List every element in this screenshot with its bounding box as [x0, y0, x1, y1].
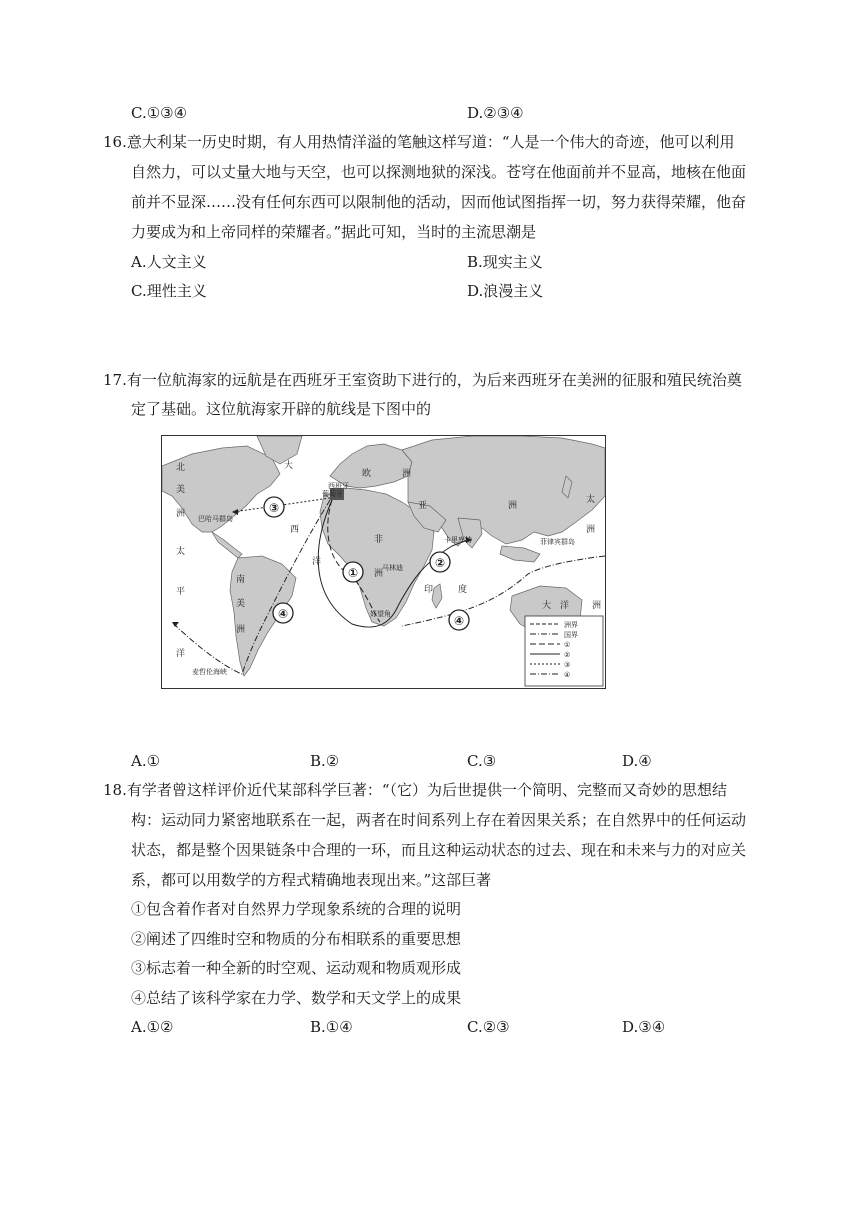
q18-option-d[interactable]: D.③④ — [622, 1018, 666, 1036]
map-label: 度 — [458, 585, 468, 595]
map-label: 马林迪 — [382, 564, 403, 572]
q18-stem-line-1: 18.有学者曾这样评价近代某部科学巨著：“（它）为后世提供一个简明、完整而又奇妙的思想结 — [103, 781, 728, 799]
q18-statement-2: ②阐述了四维时空和物质的分布相联系的重要思想 — [131, 930, 462, 948]
map-label: ③ — [269, 501, 280, 515]
map-label: 南 — [236, 575, 246, 585]
central-america-shape — [212, 532, 242, 558]
q17-option-a[interactable]: A.① — [131, 752, 161, 770]
map-label: 洋 — [560, 601, 570, 611]
map-label: 洲 — [508, 501, 518, 511]
route-marker-4-atlantic — [273, 603, 293, 623]
map-label: 洲 — [592, 601, 602, 611]
q17-option-d[interactable]: D.④ — [622, 752, 652, 770]
map-label: 西 — [290, 525, 300, 535]
map-label: 巴哈马群岛 — [198, 515, 233, 523]
route-marker-2 — [430, 552, 450, 572]
voyage-route-map — [161, 435, 606, 689]
map-label: 太 — [586, 495, 596, 505]
map-label: 葡萄牙 — [322, 490, 343, 498]
map-label: 平 — [176, 587, 186, 597]
map-label: 洲界 — [564, 621, 578, 629]
q18-stem-line-2: 构：运动同力紧密地联系在一起，两者在时间系列上存在着因果关系；在自然界中的任何运动 — [131, 811, 747, 829]
map-label: ③ — [564, 661, 571, 669]
map-label: 大 — [284, 461, 294, 471]
map-label: 非 — [374, 535, 384, 545]
map-label: 卡里库特 — [444, 536, 472, 544]
map-label: 太 — [176, 547, 186, 557]
map-label: 亚 — [418, 501, 428, 511]
route-marker-1 — [343, 562, 363, 582]
map-label: ④ — [454, 614, 465, 628]
map-label: ① — [564, 641, 571, 649]
map-label: 国界 — [564, 631, 578, 639]
map-label: 麦哲伦海峡 — [192, 668, 227, 676]
q16-option-b[interactable]: B.现实主义 — [467, 253, 543, 271]
q18-statement-1: ①包含着作者对自然界力学现象系统的合理的说明 — [131, 900, 462, 918]
map-label: ① — [348, 566, 359, 580]
map-label: 美 — [176, 485, 186, 495]
map-label: 西班牙 — [328, 482, 349, 490]
route-4-arrowhead — [172, 622, 179, 627]
map-label: ② — [564, 651, 571, 659]
map-label: 洲 — [374, 569, 384, 579]
q16-stem-line-1: 16.意大利某一历史时期，有人用热情洋溢的笔触这样写道：“人是一个伟大的奇迹，他可以利用 — [103, 133, 735, 151]
map-label: 洲 — [586, 525, 596, 535]
q16-stem-line-3: 前并不显深……没有任何东西可以限制他的活动，因而他试图指挥一切，努力获得荣耀，他奋 — [131, 193, 747, 211]
q16-option-c[interactable]: C.理性主义 — [131, 282, 207, 300]
map-label: 洲 — [236, 625, 246, 635]
map-label: 洋 — [312, 557, 322, 567]
q17-stem-line-2: 定了基础。这位航海家开辟的航线是下图中的 — [131, 400, 432, 418]
madagascar-shape — [432, 584, 442, 608]
q15-option-d[interactable]: D.②③④ — [467, 104, 524, 122]
map-label: ④ — [564, 671, 571, 679]
map-label: 欧 — [362, 469, 372, 479]
map-label: 洲 — [402, 469, 412, 479]
map-label: 北 — [176, 463, 186, 473]
route-marker-4-indian — [449, 610, 469, 630]
q18-statement-3: ③标志着一种全新的时空观、运动观和物质观形成 — [131, 959, 462, 977]
map-legend — [525, 616, 603, 686]
map-label: 洋 — [176, 649, 186, 659]
map-label: 好望角 — [370, 610, 391, 618]
southeast-asia-islands-shape — [500, 546, 540, 562]
route-marker-3 — [264, 497, 284, 517]
q18-statement-4: ④总结了该科学家在力学、数学和天文学上的成果 — [131, 989, 462, 1007]
map-label: ② — [435, 556, 446, 570]
q16-stem-line-4: 力要成为和上帝同样的荣耀者。”据此可知，当时的主流思潮是 — [131, 223, 537, 241]
q17-option-b[interactable]: B.② — [310, 752, 340, 770]
map-label: 美 — [236, 599, 246, 609]
map-label: ④ — [278, 607, 289, 621]
q18-option-a[interactable]: A.①② — [131, 1018, 174, 1036]
q16-option-a[interactable]: A.人文主义 — [131, 253, 207, 271]
q16-option-d[interactable]: D.浪漫主义 — [467, 282, 544, 300]
map-label: 洲 — [176, 509, 186, 519]
q18-stem-line-4: 系，都可以用数学的方程式精确地表现出来。”这部巨著 — [131, 871, 492, 889]
q18-option-b[interactable]: B.①④ — [310, 1018, 353, 1036]
q18-stem-line-3: 状态，都是整个因果链条中合理的一环，而且这种运动状态的过去、现在和未来与力的对应关 — [131, 841, 747, 859]
map-label: 大 — [542, 601, 552, 611]
map-label: 菲律宾群岛 — [540, 538, 575, 546]
q17-option-c[interactable]: C.③ — [467, 752, 497, 770]
q18-option-c[interactable]: C.②③ — [467, 1018, 510, 1036]
map-label: 印 — [424, 585, 434, 595]
q17-stem-line-1: 17.有一位航海家的远航是在西班牙王室资助下进行的，为后来西班牙在美洲的征服和殖民统治奠 — [103, 371, 742, 389]
q15-option-c[interactable]: C.①③④ — [131, 104, 188, 122]
q16-stem-line-2: 自然力，可以丈量大地与天空，也可以探测地狱的深浅。苍穹在他面前并不显高，地核在他面 — [131, 163, 747, 181]
